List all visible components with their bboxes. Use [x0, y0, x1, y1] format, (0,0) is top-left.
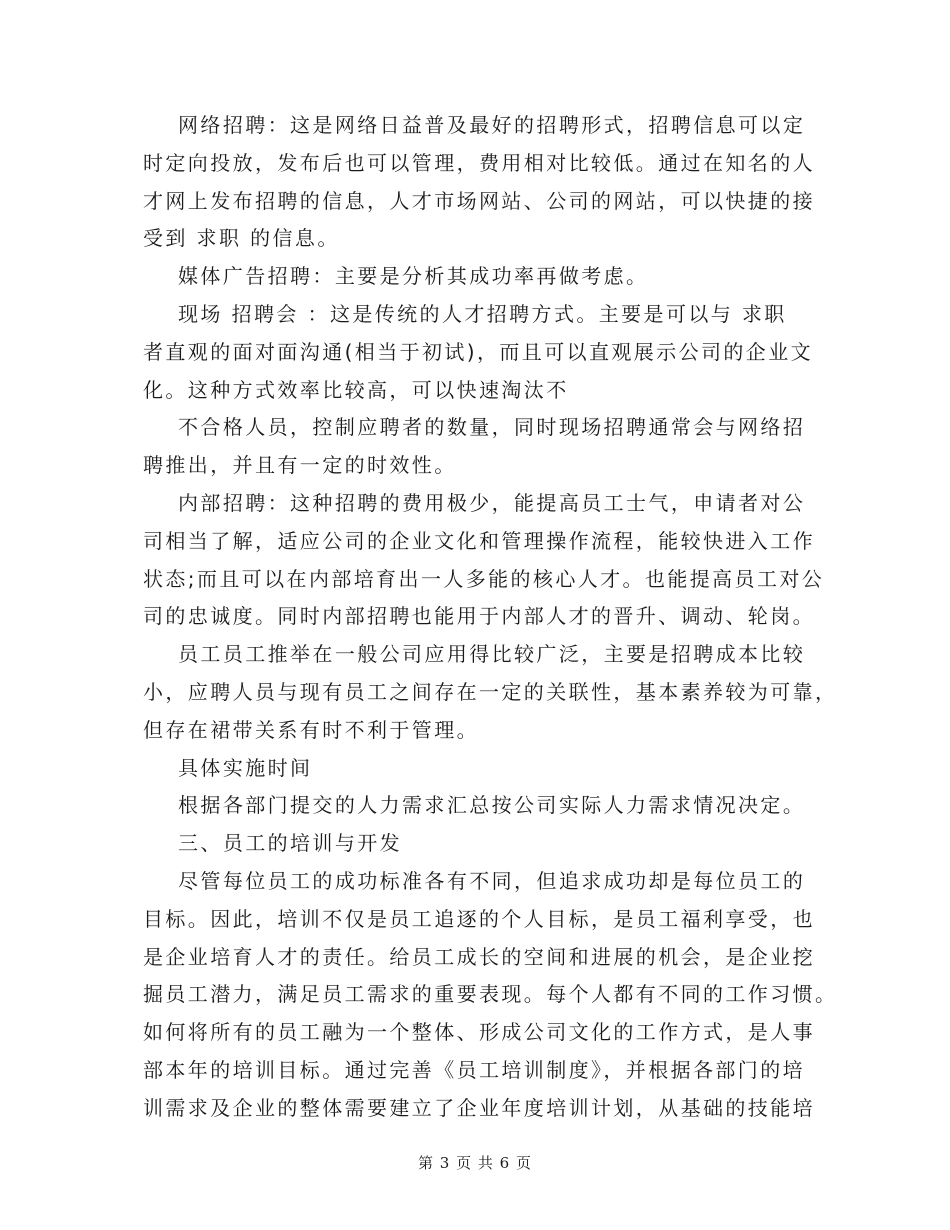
body-line: 内部招聘：这种招聘的费用极少，能提高员工士气，申请者对公 [143, 491, 806, 515]
body-line: 聘推出，并且有一定的时效性。 [143, 453, 457, 478]
body-line: 时定向投放，发布后也可以管理，费用相对比较低。通过在知名的人 [143, 150, 815, 175]
body-line: 掘员工潜力，满足员工需求的重要表现。每个人都有不同的工作习惯。 [143, 982, 838, 1007]
body-line: 现场 招聘会 ：这是传统的人才招聘方式。主要是可以与 求职 [143, 302, 787, 326]
page-footer: 第 3 页 共 6 页 [418, 1154, 532, 1172]
body-line: 状态;而且可以在内部培育出一人多能的核心人才。也能提高员工对公 [143, 566, 825, 591]
body-line: 才网上发布招聘的信息，人才市场网站、公司的网站，可以快捷的接 [143, 188, 815, 213]
body-line: 目标。因此，培训不仅是员工追逐的个人目标，是员工福利享受，也 [143, 906, 815, 931]
body-line: 根据各部门提交的人力需求汇总按公司实际人力需求情况决定。 [143, 793, 806, 818]
body-line: 员工员工推举在一般公司应用得比较广泛，主要是招聘成本比较 [143, 642, 806, 667]
body-line: 不合格人员，控制应聘者的数量，同时现场招聘通常会与网络招 [143, 415, 806, 440]
body-line: 具体实施时间 [143, 755, 313, 780]
body-line: 小，应聘人员与现有员工之间存在一定的关联性，基本素养较为可靠， [143, 680, 838, 704]
body-line: 如何将所有的员工融为一个整体、形成公司文化的工作方式，是人事 [143, 1020, 815, 1045]
body-line: 三、员工的培训与开发 [143, 831, 403, 856]
body-line: 网络招聘：这是网络日益普及最好的招聘形式，招聘信息可以定 [143, 113, 806, 137]
body-line: 者直观的面对面沟通(相当于初试)，而且可以直观展示公司的企业文 [143, 339, 814, 364]
body-line: 部本年的培训目标。通过完善《员工培训制度》，并根据各部门的培 [143, 1058, 805, 1082]
body-line: 媒体广告招聘：主要是分析其成功率再做考虑。 [143, 264, 649, 289]
body-line: 但存在裙带关系有时不利于管理。 [143, 717, 479, 742]
body-line: 尽管每位员工的成功标准各有不同，但追求成功却是每位员工的 [143, 869, 806, 893]
body-line: 司相当了解，适应公司的企业文化和管理操作流程，能较快进入工作 [143, 528, 815, 553]
body-line: 司的忠诚度。同时内部招聘也能用于内部人才的晋升、调动、轮岗。 [143, 604, 815, 629]
body-line: 训需求及企业的整体需要建立了企业年度培训计划，从基础的技能培 [143, 1095, 815, 1120]
body-line: 是企业培育人才的责任。给员工成长的空间和进展的机会，是企业挖 [143, 944, 815, 969]
body-line: 化。这种方式效率比较高，可以快速淘汰不 [143, 377, 569, 402]
body-line: 受到 求职 的信息。 [143, 226, 340, 251]
